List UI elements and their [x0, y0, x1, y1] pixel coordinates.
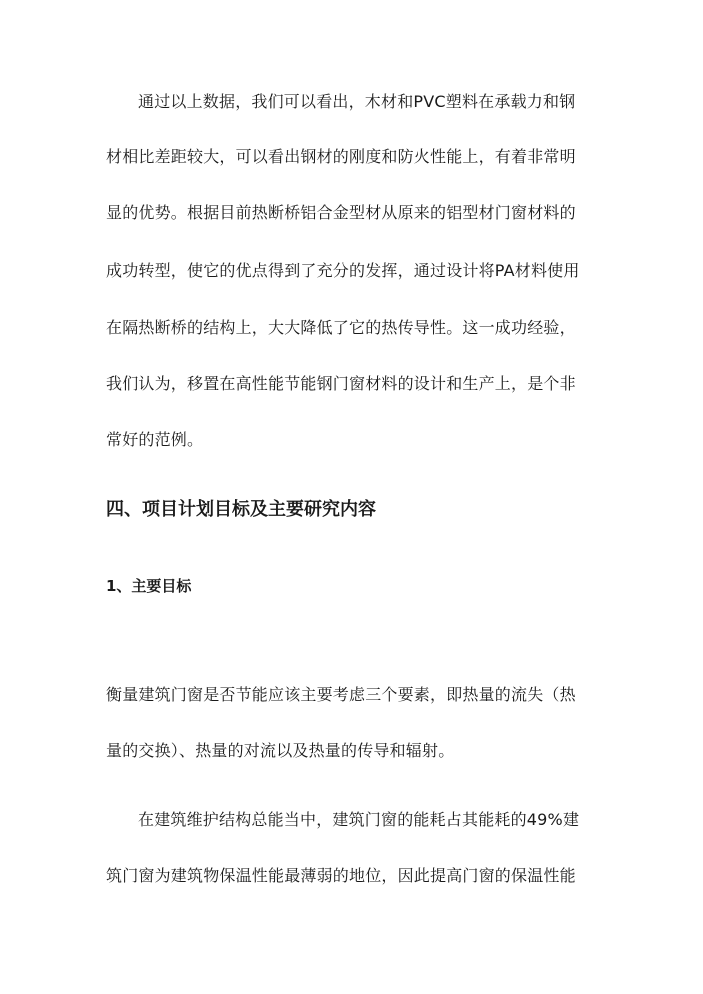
paragraph-2-line-1: 衡量建筑门窗是否节能应该主要考虑三个要素，即热量的流失（热: [106, 685, 576, 704]
paragraph-1-line-4: 成功转型，使它的优点得到了充分的发挥，通过设计将PA材料使用: [106, 261, 580, 280]
section-heading: 四、项目计划目标及主要研究内容: [106, 499, 376, 520]
paragraph-1-line-5: 在隔热断桥的结构上，大大降低了它的热传导性。这一成功经验，: [106, 318, 576, 337]
subsection-heading: 1、主要目标: [106, 577, 192, 595]
paragraph-1-line-1: 通过以上数据，我们可以看出，木材和PVC塑料在承载力和钢: [138, 92, 576, 111]
paragraph-1-line-3: 显的优势。根据目前热断桥铝合金型材从原来的铝型材门窗材料的: [106, 203, 576, 222]
paragraph-3-line-1: 在建筑维护结构总能当中，建筑门窗的能耗占其能耗的49%建: [138, 810, 580, 829]
paragraph-2-line-2: 量的交换）、热量的对流以及热量的传导和辐射。: [106, 741, 455, 760]
paragraph-3-line-2: 筑门窗为建筑物保温性能最薄弱的地位，因此提高门窗的保温性能: [106, 866, 576, 885]
paragraph-1-line-6: 我们认为，移置在高性能节能钢门窗材料的设计和生产上，是个非: [106, 374, 576, 393]
paragraph-1-line-2: 材相比差距较大，可以看出钢材的刚度和防火性能上，有着非常明: [106, 147, 576, 166]
paragraph-1-line-7: 常好的范例。: [106, 430, 204, 449]
